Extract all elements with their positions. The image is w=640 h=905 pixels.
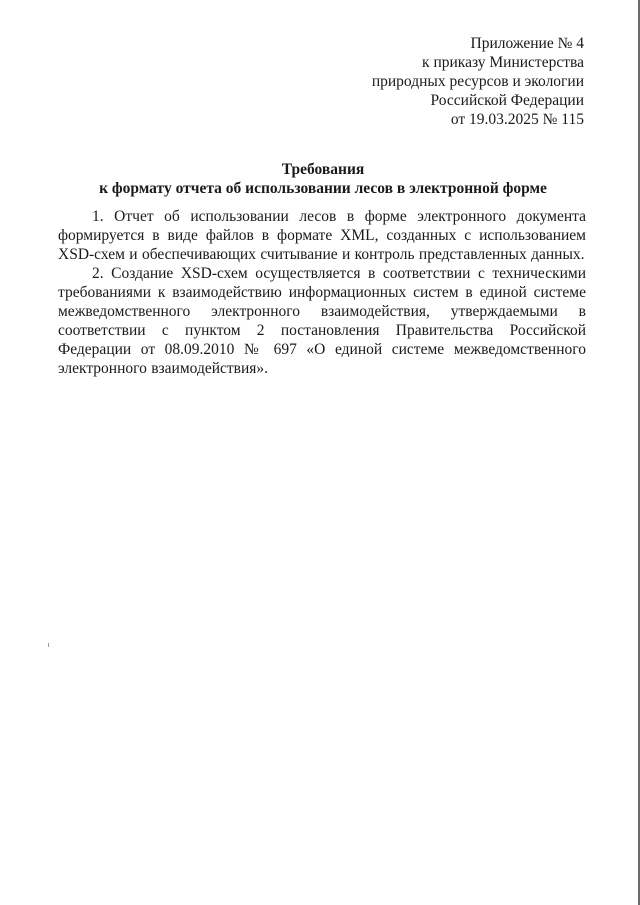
paragraph-1: 1. Отчет об использовании лесов в форме электронного документа формируется в виде файлов в формате XML, созданных с использованием XSD-схем и обеспечивающих считывание и контроль представленных данных.	[58, 208, 586, 263]
document-body	[58, 207, 586, 378]
appendix-date-number: от 19.03.2025 № 115	[450, 111, 584, 128]
appendix-number: Приложение № 4	[470, 35, 584, 52]
title-heading: Требования	[281, 161, 365, 178]
scan-artifact	[48, 643, 49, 647]
appendix-ministry: природных ресурсов и экологии	[371, 73, 584, 90]
appendix-order-ref: к приказу Министерства	[422, 54, 584, 71]
title-subheading: к формату отчета об использовании лесов в электронной форме	[99, 180, 547, 197]
paragraph-2: 2. Создание XSD-схем осуществляется в соответствии с техническими требованиями к взаимодействию информационных систем в единой системе межведомственного электронного взаимодействия, утверждаемыми в соответствии с пунктом 2 постановления Правительства Российской Федерации от 08.09.2010 № 697 «О единой системе межведомственного электронного взаимодействия».	[58, 265, 586, 377]
appendix-country: Российской Федерации	[430, 92, 584, 109]
appendix-header	[324, 34, 584, 129]
document-title	[58, 160, 588, 198]
